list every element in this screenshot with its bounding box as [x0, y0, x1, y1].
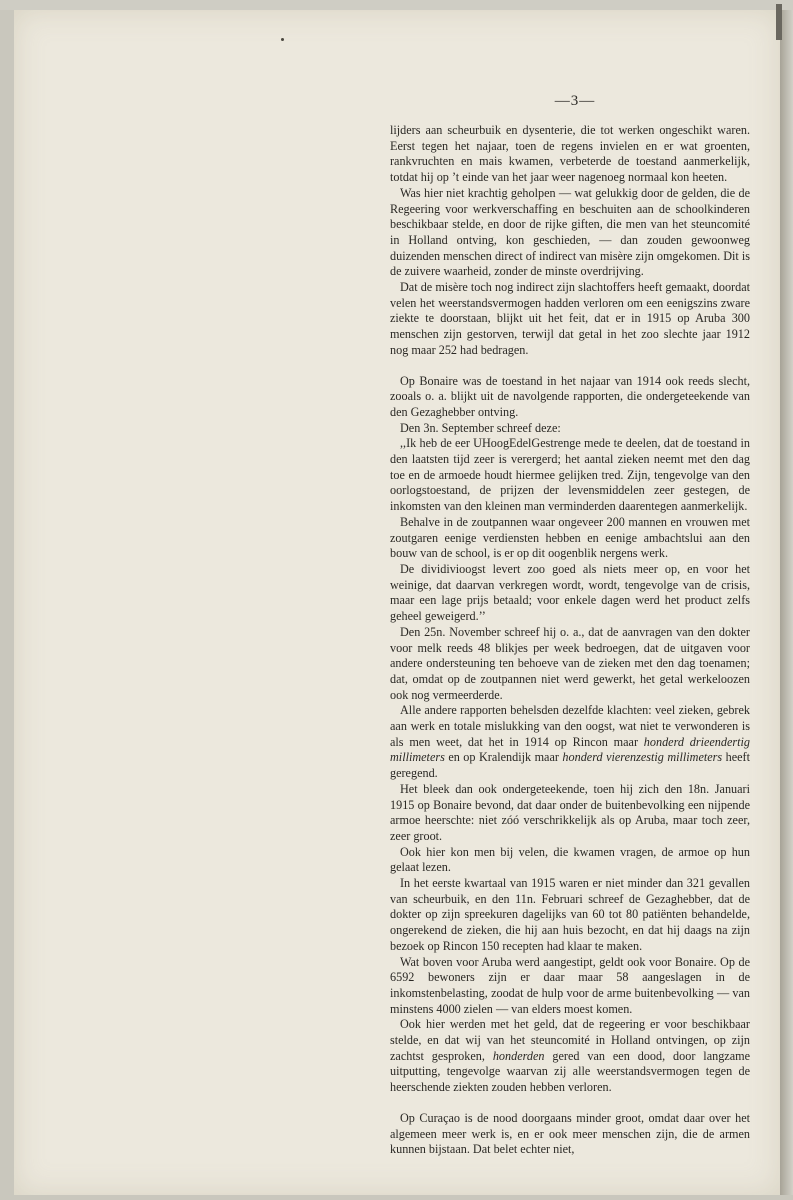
paragraph: Was hier niet krachtig geholpen — wat gelukkig door de gelden, die de Regeering voor werkverschaffing en beschuiten aan de schoolkinderen beschikbaar stelde, en door de rijke giften, die men van het steuncomité in Holland ontving, kon geschieden, — dan zouden gewoonweg duizenden menschen direct of indirect van misère zijn omgekomen. Dit is de zuivere waarheid, zonder de minste overdrijving. — [390, 185, 750, 279]
quoted-letter-paragraph: De dividivioogst levert zoo goed als niets meer op, en voor het weinige, dat daarvan verkregen wordt, wordt, tengevolge van de crisis, maar een lage prijs betaald; voor enkele dagen werd het product zelfs geheel geweigerd.’’ — [390, 561, 750, 624]
paragraph: Het bleek dan ook ondergeteekende, toen hij zich den 18n. Januari 1915 op Bonaire bevond, dat daar onder de buitenbevolking een nijpende armoe heerschte: niet zóó verschrikkelijk als op Aruba, maar toch zeer, zeer groot. — [390, 781, 750, 843]
italic-phrase: honderd drieendertig millimeters — [390, 734, 750, 765]
text-column — [390, 123, 750, 1158]
paragraph: Den 25n. November schreef hij o. a., dat de aanvragen van den dokter voor melk reeds 48 blikjes per week bedroegen, dat de uitgaven voor andere ondersteuning ten behoeve van de zieken met den dag toenamen; dat, omdat op de zoutpannen niet werd gewerkt, het getal werkeloozen ook nog vermeerderde. — [390, 624, 750, 702]
corner-mark — [776, 4, 782, 40]
italic-phrase: honderden — [492, 1048, 545, 1063]
paragraph: In het eerste kwartaal van 1915 waren er niet minder dan 321 gevallen van scheurbuik, en den 11n. Februari schreef de Gezaghebber, dat de dokter op zijn spreekuren dagelijks van 60 tot 80 patiënten behandelde, ongerekend de zieken, die hij aan huis bezocht, en dat hij daags na zijn bezoek op Rincon 150 recepten had klaar te maken. — [390, 876, 750, 953]
paragraph: lijders aan scheurbuik en dysenterie, die tot werken ongeschikt waren. Eerst tegen het najaar, toen de regens invielen en er wat groenten, rankvruchten en mais kwamen, verbeterde de toestand aanmerkelijk, totdat hij op ’t einde van het jaar weer nagenoeg normaal kon heeten. — [390, 123, 750, 185]
scan-right-edge — [780, 10, 793, 1195]
ink-speck — [281, 38, 284, 41]
paragraph: Op Curaçao is de nood doorgaans minder groot, omdat daar over het algemeen meer werk is, en er ook meer menschen zijn, die de armen kunnen bijstaan. Dat belet echter niet, — [390, 1110, 750, 1157]
italic-phrase: honderd vierenzestig millimeters — [562, 750, 723, 765]
paragraph: Wat boven voor Aruba werd aangestipt, geldt ook voor Bonaire. Op de 6592 bewoners zijn er daar maar 58 aangeslagen in de inkomstenbelasting, zoodat de hulp voor de arme buitenbevolking — van minstens 4000 zielen — van elders moest komen. — [390, 954, 750, 1016]
page-number: —3— — [554, 93, 596, 109]
paragraph: Den 3n. September schreef deze: — [400, 420, 561, 435]
paragraph: Ook hier kon men bij velen, die kwamen vragen, de armoe op hun gelaat lezen. — [390, 844, 750, 875]
scan-top-border — [0, 0, 793, 10]
paragraph: Op Bonaire was de toestand in het najaar van 1914 ook reeds slecht, zooals o. a. blijkt uit de navolgende rapporten, die ondergeteekende van den Gezaghebber ontving. — [390, 373, 750, 419]
paragraph: Alle andere rapporten behelsden dezelfde klachten: veel zieken, gebrek aan werk en totale mislukking van den oogst, wat niet te verwonderen is als men weet, dat het in 1914 op Rincon maar honderd drieendertig millimeters en op Kralendijk maar honderd vierenzestig millimeters heeft geregend. — [390, 703, 750, 781]
paragraph: Dat de misère toch nog indirect zijn slachtoffers heeft gemaakt, doordat velen het weerstandsvermogen hadden verloren om een eenigszins zware ziekte te doorstaan, blijkt uit het feit, dat er in 1915 op Aruba 300 menschen zijn gestorven, terwijl dat getal in het zoo slechte jaar 1912 nog maar 252 had bedragen. — [390, 280, 750, 357]
quoted-letter-paragraph: ,,Ik heb de eer UHoogEdelGestrenge mede te deelen, dat de toestand in den laatsten tijd zeer is verergerd; het aantal zieken neemt met den dag toe en de armoede houdt hiermee gelijken tred. Zijn, tengevolge van den oorlogstoestand, de prijzen der levensmiddelen zeer gestegen, de inkomsten van den kleinen man verminderden daarentegen aanmerkelijk. — [390, 436, 750, 514]
quoted-letter-paragraph: Behalve in de zoutpannen waar ongeveer 200 mannen en vrouwen met zoutgaren eenige verdiensten hebben en eenige ambachtslui aan den bouw van de school, is er op dit oogenblik nergens werk. — [390, 514, 750, 561]
paragraph: Ook hier werden met het geld, dat de regeering er voor beschikbaar stelde, en dat wij van het steuncomité in Holland ontvingen, op zijn zachtst gesproken, honderden gered van een dood, door langzame uitputting, tengevolge waarvan zij alle weerstandsvermogen tegen de heerschende ziekten zouden hebben verloren. — [390, 1017, 750, 1095]
